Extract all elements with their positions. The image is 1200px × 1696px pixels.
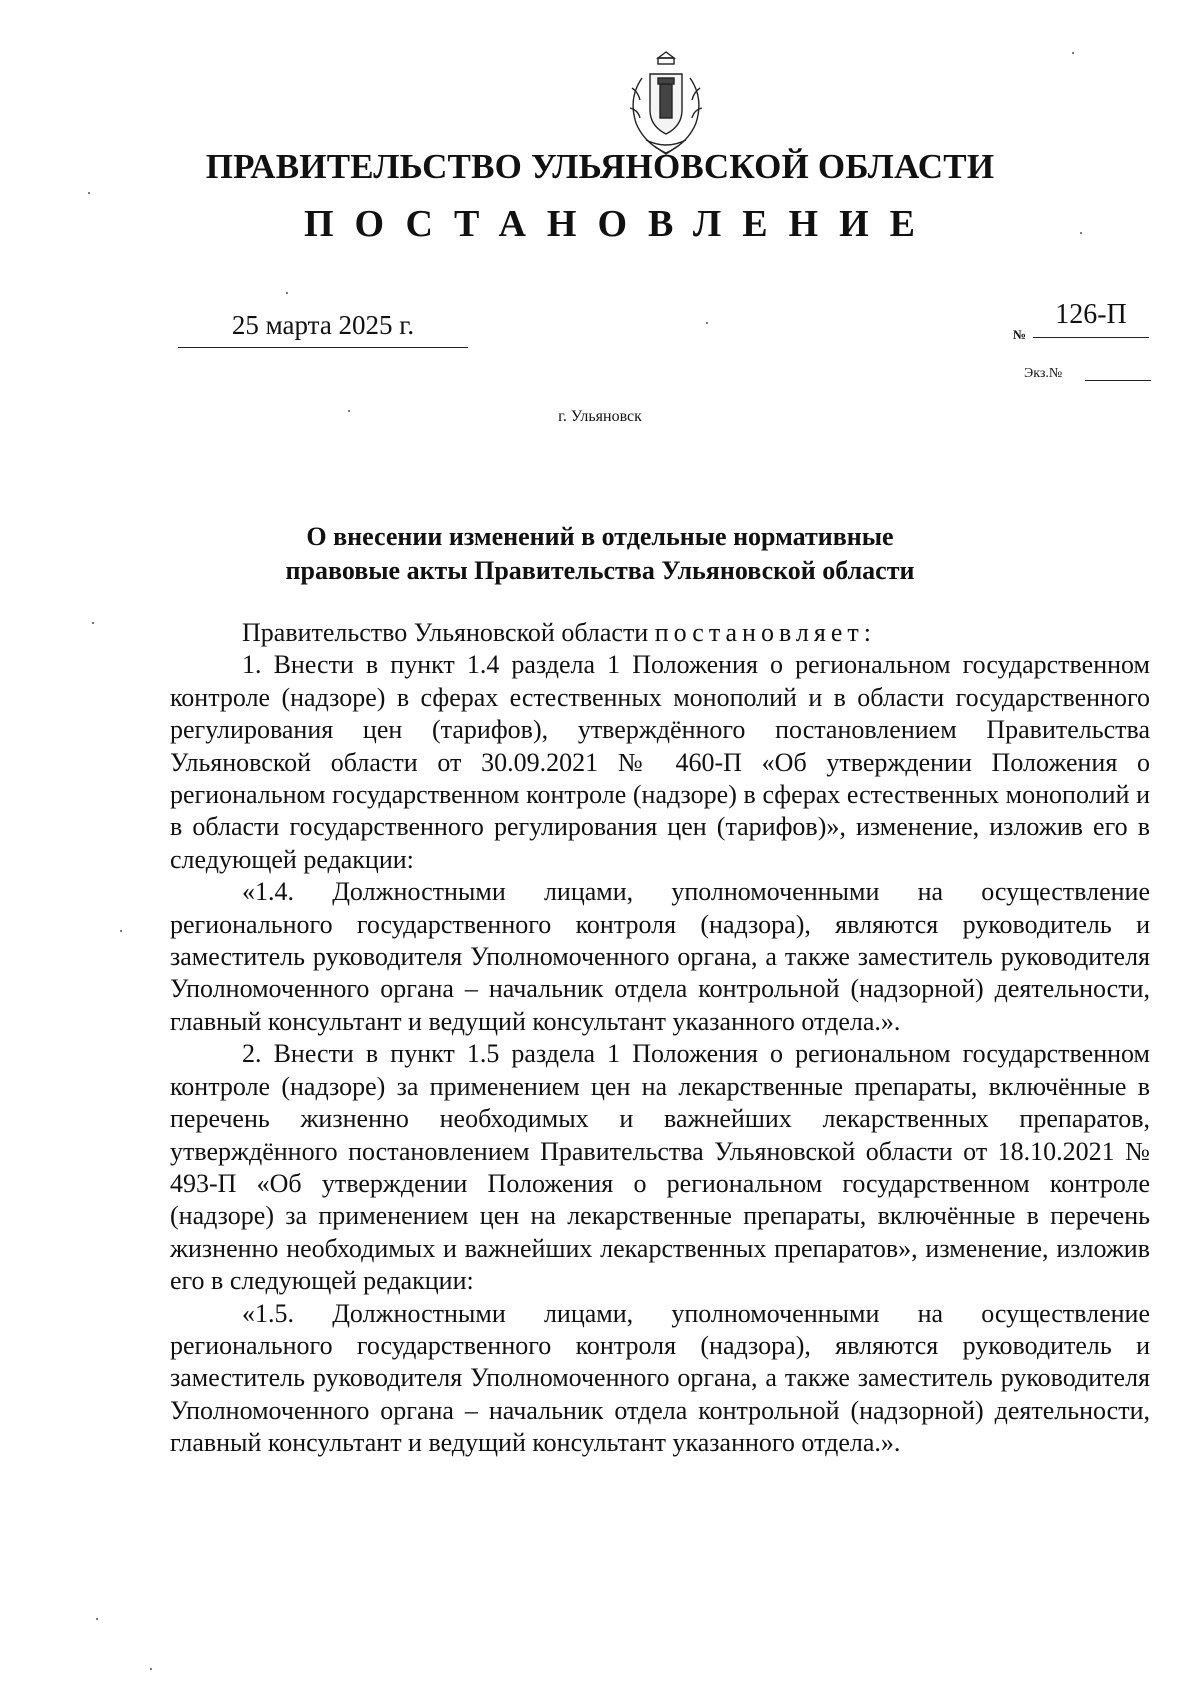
coat-of-arms-icon	[620, 48, 712, 158]
scan-speck	[286, 292, 288, 294]
scan-speck	[1080, 232, 1082, 234]
clause-2-paragraph: 2. Внести в пункт 1.5 раздела 1 Положения о региональном государственном контроле (надзоре) за применением цен на лекарственные препараты, включённые в перечень жизненно необходимых и важнейших лекарственных препаратов, утверждённого постановлением Правительства Ульяновской области от 18.10.2021 № 493-П «Об утверждении Положения о региональном государственном контроле (надзоре) за применением цен на лекарственные препараты, включённые в перечень жизненно необходимых и важнейших лекарственных препаратов», изменение, изложив его в следующей редакции:	[170, 1039, 1150, 1296]
document-title	[150, 520, 1050, 588]
clause-2-quote-paragraph: «1.5. Должностными лицами, уполномоченными на осуществление регионального государственного контроля (надзора), являются руководитель и заместитель руководителя Уполномоченного органа, а также заместитель руководителя Уполномоченного органа – начальник отдела контрольной (надзорной) деятельности, главный консультант и ведущий консультант указанного отдела.».	[170, 1298, 1150, 1458]
scan-speck	[706, 322, 708, 324]
scan-speck	[348, 410, 350, 412]
scan-speck	[1072, 52, 1074, 54]
clause-1-paragraph: 1. Внести в пункт 1.4 раздела 1 Положения о региональном государственном контроле (надзоре) в сферах естественных монополий и в области государственного регулирования цен (тарифов), утверждённого постановлением Правительства Ульяновской области от 30.09.2021 № 460-П «Об утверждении Положения о региональном государственном контроле (надзоре) в сферах естественных монополий и в области государственного регулирования цен (тарифов)», изменение, изложив его в следующей редакции:	[170, 650, 1150, 874]
document-body	[170, 617, 1150, 1460]
document-type-heading: ПОСТАНОВЛЕНИЕ	[303, 203, 937, 245]
document-date: 25 марта 2025 г.	[178, 310, 468, 348]
scan-speck	[150, 1668, 152, 1670]
preamble-paragraph	[170, 617, 1150, 649]
preamble-text: Правительство Ульяновской области	[242, 618, 655, 647]
city: г. Ульяновск	[558, 408, 642, 425]
organization-heading: ПРАВИТЕЛЬСТВО УЛЬЯНОВСКОЙ ОБЛАСТИ	[205, 147, 995, 186]
clause-1-quote-paragraph: «1.4. Должностными лицами, уполномоченными на осуществление регионального государственного контроля (надзора), являются руководитель и заместитель руководителя Уполномоченного органа, а также заместитель руководителя Уполномоченного органа – начальник отдела контрольной (надзорной) деятельности, главный консультант и ведущий консультант указанного отдела.».	[170, 877, 1150, 1036]
scan-speck	[96, 1618, 98, 1620]
document-title-line-1: О внесении изменений в отдельные нормативные	[306, 522, 894, 551]
preamble-verb: постановляет:	[654, 618, 876, 647]
scan-speck	[120, 930, 122, 932]
document-number: 126-П	[1033, 299, 1149, 338]
scan-speck	[88, 192, 90, 194]
scan-speck	[92, 622, 94, 624]
copy-number-line	[1085, 380, 1151, 381]
copy-number-label: Экз.№	[1024, 366, 1063, 381]
number-label: №	[1013, 327, 1027, 342]
document-title-line-2: правовые акты Правительства Ульяновской области	[285, 556, 915, 585]
